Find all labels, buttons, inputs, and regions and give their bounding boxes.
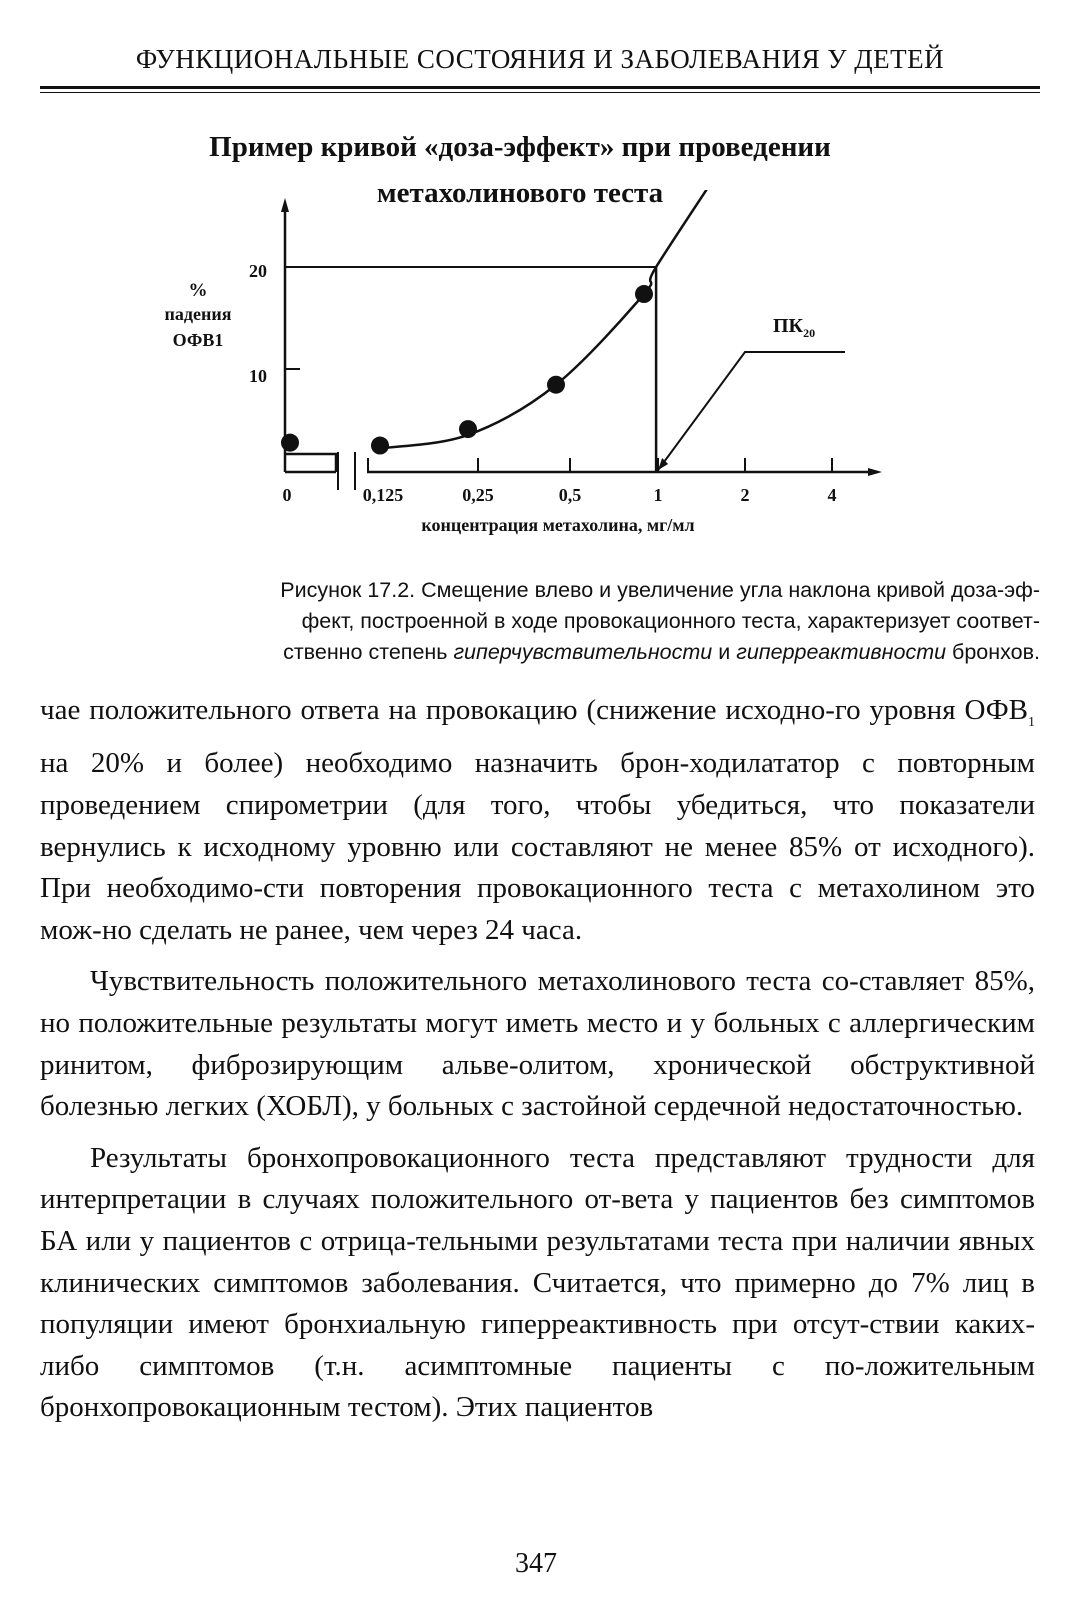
figure-title-line1: Пример кривой «доза-эффект» при проведении bbox=[209, 131, 831, 163]
x-axis-label: концентрация метахолина, мг/мл bbox=[421, 515, 695, 535]
figure-caption bbox=[40, 575, 1040, 668]
paragraph-3: Результаты бронхопровокационного теста представляют трудности для интерпретации в случаях положительного от-вета у пациентов без симптомов БА или у пациентов с отрица-тельными результатами теста при наличии явных клинических симптомов заболевания. Считается, что примерно до 7% лиц в популяции имеют бронхиальную гиперреактивность при отсут-ствии каких-либо симптомов (т.н. асимптомные пациенты с по-ложительным бронхопровокационным тестом). Этих пациентов bbox=[40, 1141, 1035, 1424]
caption-line1: Рисунок 17.2. Смещение влево и увеличение угла наклона кривой доза-эф- bbox=[280, 578, 1040, 602]
header-rule-thin bbox=[40, 92, 1040, 93]
baseline-step bbox=[285, 454, 336, 472]
data-point-5 bbox=[635, 285, 653, 303]
caption-term-hyperreactivity: гиперреактивности bbox=[736, 640, 947, 664]
y-axis-label-line1: % bbox=[188, 280, 208, 301]
x-tick-label-025: 0,25 bbox=[462, 485, 494, 505]
y-axis-label-line3: ОФВ1 bbox=[172, 330, 224, 350]
data-point-2 bbox=[371, 437, 389, 455]
x-tick-label-4: 4 bbox=[827, 485, 837, 505]
x-tick-label-05: 0,5 bbox=[558, 485, 582, 505]
body-text bbox=[40, 690, 1035, 1439]
paragraph-2: Чувствительность положительного метахолинового теста со-ставляет 85%, но положительные результаты могут иметь место и у больных с аллергическим ринитом, фиброзирующим альве-олитом, хронической обструктивной болезнью легких (ХОБЛ), у больных с застойной сердечной недостаточностью. bbox=[40, 965, 1035, 1123]
dose-response-curve bbox=[380, 190, 732, 448]
header-rule-thick bbox=[40, 86, 1040, 89]
y-tick-label-10: 10 bbox=[249, 366, 267, 386]
pc20-annotation bbox=[773, 315, 815, 340]
figure-title-line2: метахолинового теста bbox=[376, 177, 664, 209]
data-point-4 bbox=[547, 376, 565, 394]
y-axis-arrow bbox=[281, 198, 289, 212]
caption-line3 bbox=[40, 637, 1040, 668]
pc20-subscript: 20 bbox=[803, 326, 816, 340]
data-point-1 bbox=[281, 434, 299, 452]
pc20-leader bbox=[658, 352, 845, 470]
y-axis-label-line2: падения bbox=[164, 304, 232, 324]
x-tick-label-0: 0 bbox=[282, 485, 292, 505]
caption-line3-b: и bbox=[712, 640, 737, 664]
x-tick-label-2: 2 bbox=[740, 485, 750, 505]
y-tick-label-20: 20 bbox=[249, 261, 267, 281]
pc20-label: ПК bbox=[773, 315, 804, 337]
paragraph-1-subscript: 1 bbox=[1028, 714, 1035, 730]
caption-line3-a: ственно степень bbox=[283, 640, 454, 664]
caption-term-hypersensitivity: гиперчувствительности bbox=[453, 640, 713, 664]
page-number: 347 bbox=[515, 1548, 557, 1579]
running-header: ФУНКЦИОНАЛЬНЫЕ СОСТОЯНИЯ И ЗАБОЛЕВАНИЯ У ДЕТЕЙ bbox=[135, 44, 945, 74]
caption-line3-c: бронхов. bbox=[946, 640, 1040, 664]
paragraph-1-start: чае положительного ответа на провокацию (снижение исходно-го уровня ОФВ bbox=[40, 694, 1028, 726]
paragraph-1 bbox=[40, 690, 1035, 951]
x-tick-label-0125: 0,125 bbox=[362, 485, 404, 505]
paragraph-1-end: на 20% и более) необходимо назначить брон-ходилататор с повторным проведением спирометрии (для того, чтобы убедиться, что показатели вернулись к исходному уровню или составляют не менее 85% от исходного). При необходимо-сти повторения провокационного теста с метахолином это мож-но сделать не ранее, чем через 24 часа. bbox=[40, 747, 1035, 946]
x-tick-label-1: 1 bbox=[653, 485, 663, 505]
caption-line2: фект, построенной в ходе провокационного теста, характеризует соответ- bbox=[301, 609, 1040, 633]
x-axis-arrow bbox=[868, 468, 882, 476]
data-point-3 bbox=[459, 420, 477, 438]
dose-response-chart bbox=[140, 190, 900, 555]
chart-marks bbox=[281, 190, 845, 472]
